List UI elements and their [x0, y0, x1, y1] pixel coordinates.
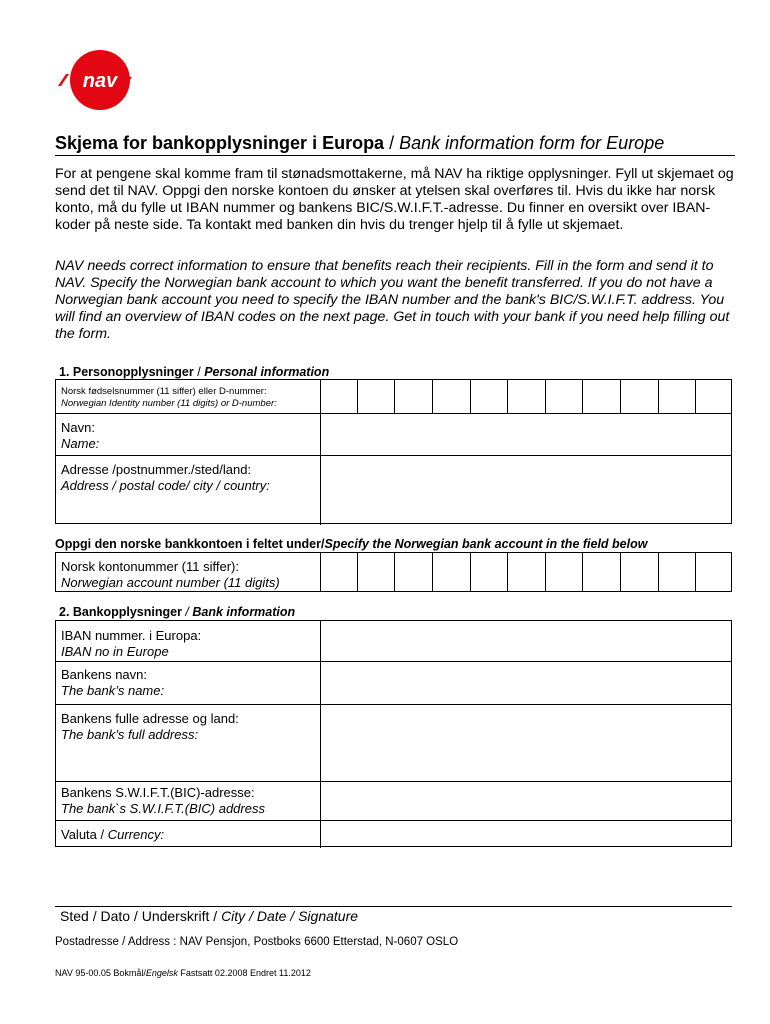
currency-label-no: Valuta / [61, 827, 108, 842]
nav-logo [52, 42, 132, 122]
swift-label-no: Bankens S.W.I.F.T.(BIC)-adresse: [61, 785, 255, 800]
id-number-label-no: Norsk fødselsnummer (11 siffer) eller D-nummer: [61, 386, 267, 397]
postal-address: Postadresse / Address : NAV Pensjon, Postboks 6600 Etterstad, N-0607 OSLO [55, 936, 459, 948]
id-number-label [61, 386, 277, 410]
section2-heading-sep: / [181, 605, 193, 619]
address-label [61, 462, 270, 494]
logo-slash-left [58, 74, 69, 86]
name-label-no: Navn: [61, 420, 95, 435]
footer-code: NAV 95-00.05 Bokmål/ [55, 968, 146, 978]
signature-line[interactable] [55, 906, 732, 907]
personal-info-table [55, 379, 732, 524]
section1-heading [59, 365, 329, 380]
section2-heading-no: 2. Bankopplysninger [59, 605, 182, 619]
section2-heading-en: Bank information [192, 605, 296, 619]
bank-name-label-no: Bankens navn: [61, 667, 148, 682]
signature-label [60, 908, 358, 925]
name-label-en: Name: [61, 436, 100, 451]
address-field[interactable] [320, 455, 733, 525]
bank-info-table [55, 620, 732, 847]
currency-label-en: Currency: [107, 827, 165, 842]
account-number-label-no: Norsk kontonummer (11 siffer): [61, 559, 239, 574]
title-separator: / [384, 133, 400, 153]
section1-heading-sep: / [193, 365, 205, 379]
bank-name-label [61, 667, 164, 699]
account-heading-en: Specify the Norwegian bank account in the field below [324, 537, 648, 551]
swift-label [61, 785, 265, 817]
account-number-digit-boxes[interactable] [320, 553, 733, 591]
bank-address-field[interactable] [321, 704, 733, 781]
form-footer [55, 968, 311, 979]
bank-name-field[interactable] [321, 661, 733, 704]
intro-english: NAV needs correct information to ensure that benefits reach their recipients. Fill in the form and send it to NAV. Specify the Norwegian bank account to which you want the benefit transferred. If you do not have a Norwegian bank account you need to specify the IBAN number and the bank's BIC/S.W.I.F.T. address. You will find an overview of IBAN codes on the next page. Get in touch with your bank if you need help filling out the form. [55, 258, 730, 342]
account-table [55, 552, 732, 592]
id-number-digit-boxes[interactable] [320, 380, 733, 413]
iban-label-en: IBAN no in Europe [61, 644, 169, 659]
section1-heading-en: Personal information [204, 365, 330, 379]
title-divider [55, 155, 735, 156]
intro-norwegian: For at pengene skal komme fram til stønadsmottakerne, må NAV ha riktige opplysninger. Fyll ut skjemaet og send det til NAV. Oppgi den norske kontoen du ønsker at ytelsen skal overføres til. Hvis du ikke har norsk konto, må du fylle ut IBAN nummer og bankens BIC/S.W.I.F.T.-adresse. Du finner en oversikt over IBAN-koder på neste side. Ta kontakt med banken din hvis du trenger hjelp til å fylle ut skjemaet. [55, 166, 734, 233]
title-english: Bank information form for Europe [399, 133, 665, 153]
account-heading-no: Oppgi den norske bankkontoen i feltet under/ [55, 537, 325, 551]
section1-heading-no: 1. Personopplysninger [59, 365, 194, 379]
page-title [55, 132, 664, 154]
footer-language: Engelsk [145, 968, 178, 978]
title-norwegian: Skjema for bankopplysninger i Europa [55, 133, 385, 153]
footer-dates: Fastsatt 02.2008 Endret 11.2012 [177, 968, 311, 978]
logo-text: nav [82, 70, 118, 92]
id-number-label-en: Norwegian Identity number (11 digits) or D-number: [61, 398, 277, 409]
swift-label-en: The bank`s S.W.I.F.T.(BIC) address [61, 801, 265, 816]
account-number-label [61, 559, 280, 591]
currency-label [61, 827, 164, 843]
iban-label-no: IBAN nummer. i Europa: [61, 628, 202, 643]
address-label-en: Address / postal code/ city / country: [61, 478, 270, 493]
address-label-no: Adresse /postnummer./sted/land: [61, 462, 252, 477]
section2-heading [59, 605, 295, 620]
bank-address-label-en: The bank’s full address: [61, 727, 199, 742]
signature-label-no: Sted / Dato / Underskrift / [60, 908, 222, 924]
name-field[interactable] [320, 413, 733, 455]
account-number-label-en: Norwegian account number (11 digits) [61, 575, 280, 590]
name-label [61, 420, 99, 452]
iban-field[interactable] [321, 621, 733, 661]
signature-label-en: City / Date / Signature [221, 908, 359, 924]
swift-field[interactable] [321, 781, 733, 820]
bank-name-label-en: The bank’s name: [61, 683, 165, 698]
currency-field[interactable] [321, 820, 733, 848]
iban-label [61, 628, 201, 660]
bank-address-label [61, 711, 239, 743]
bank-address-label-no: Bankens fulle adresse og land: [61, 711, 239, 726]
account-heading [55, 537, 647, 552]
